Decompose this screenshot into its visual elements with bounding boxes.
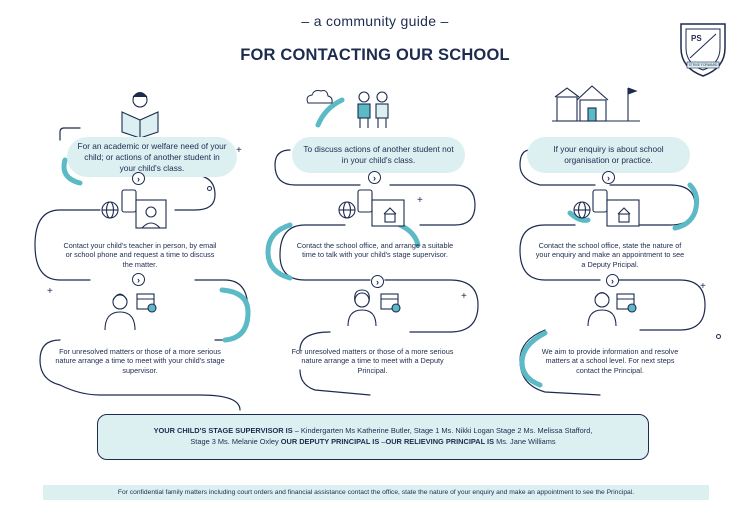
column3-intro [527, 137, 690, 173]
next-arrow-icon: › [606, 274, 619, 287]
deputy-principal-icon [348, 290, 400, 326]
column3-intro-text: If your enquiry is about school organisation or practice. [553, 144, 664, 165]
column1-step2: For unresolved matters or those of a more serious nature arrange a time to meet with your child's stage supervisor. [55, 347, 225, 375]
deputy-value: – [379, 437, 386, 446]
plus-mark: + [236, 145, 242, 156]
circle-mark [716, 334, 721, 339]
next-arrow-icon: › [371, 275, 384, 288]
footer-note: For confidential family matters including court orders and financial assistance contact the office, state the nature of your enquiry and make an appointment to see the Principal. [43, 485, 709, 500]
plus-mark: + [461, 291, 467, 302]
relieving-label: OUR RELIEVING PRINCIPAL IS [385, 437, 495, 446]
column2-step2: For unresolved matters or those of a more serious nature arrange a time to meet with a Deputy Principal. [291, 347, 454, 375]
column3-step1: Contact the school office, state the nature of your enquiry and make an appointment to see a Deputy Pricipal. [535, 241, 685, 269]
deputy-label: OUR DEPUTY PRINCIPAL IS [280, 437, 380, 446]
child-reading-icon [122, 93, 158, 139]
plus-mark: + [417, 195, 423, 206]
contacts-summary [97, 414, 649, 460]
column2-step1: Contact the school office, and arrange a suitable time to talk with your child's stage supervisor. [296, 241, 454, 260]
circle-mark [207, 186, 212, 191]
contact-office-icon-col2 [339, 190, 404, 226]
next-arrow-icon: › [132, 273, 145, 286]
column2-intro [292, 137, 465, 173]
plus-mark: + [700, 281, 706, 292]
principal-icon [588, 293, 636, 327]
crest-motto: STRIVE FORWARD [688, 63, 718, 67]
crest-letters: PS [691, 34, 702, 43]
next-arrow-icon: › [132, 172, 145, 185]
summary-line1 [98, 425, 648, 436]
column1-step1: Contact your child's teacher in person, by email or school phone and request a time to discuss the matter. [63, 241, 217, 269]
summary-line2 [98, 436, 648, 447]
next-arrow-icon: › [602, 171, 615, 184]
stage-supervisor-icon [105, 294, 156, 330]
cloud-icon [307, 91, 332, 104]
subtitle: – a community guide – [301, 13, 449, 29]
page-title: FOR CONTACTING OUR SCHOOL [240, 46, 510, 64]
school-building-icon [552, 86, 640, 121]
supervisor-names-2: Stage 3 Ms. Melanie Oxley [190, 437, 281, 446]
relieving-value: Ms. Jane Williams [494, 437, 556, 446]
supervisor-label: YOUR CHILD'S STAGE SUPERVISOR IS [153, 426, 293, 435]
supervisor-names-1: – Kindergarten Ms Katherine Butler, Stage 1 Ms. Nikki Logan Stage 2 Ms. Melissa Stafford, [292, 426, 593, 435]
column3-step2: We aim to provide information and resolve matters at a school level. For next steps contact the Principal. [541, 347, 679, 375]
contact-teacher-icon [102, 190, 166, 228]
contact-office-icon-col3 [574, 190, 639, 226]
column2-intro-text: To discuss actions of another student not in your child's class. [303, 144, 454, 165]
column1-intro [67, 137, 237, 177]
two-children-icon [358, 92, 388, 128]
next-arrow-icon: › [368, 171, 381, 184]
column1-intro-text: For an academic or welfare need of your child; or actions of another student in your child's class. [77, 140, 227, 173]
plus-mark: + [47, 286, 53, 297]
